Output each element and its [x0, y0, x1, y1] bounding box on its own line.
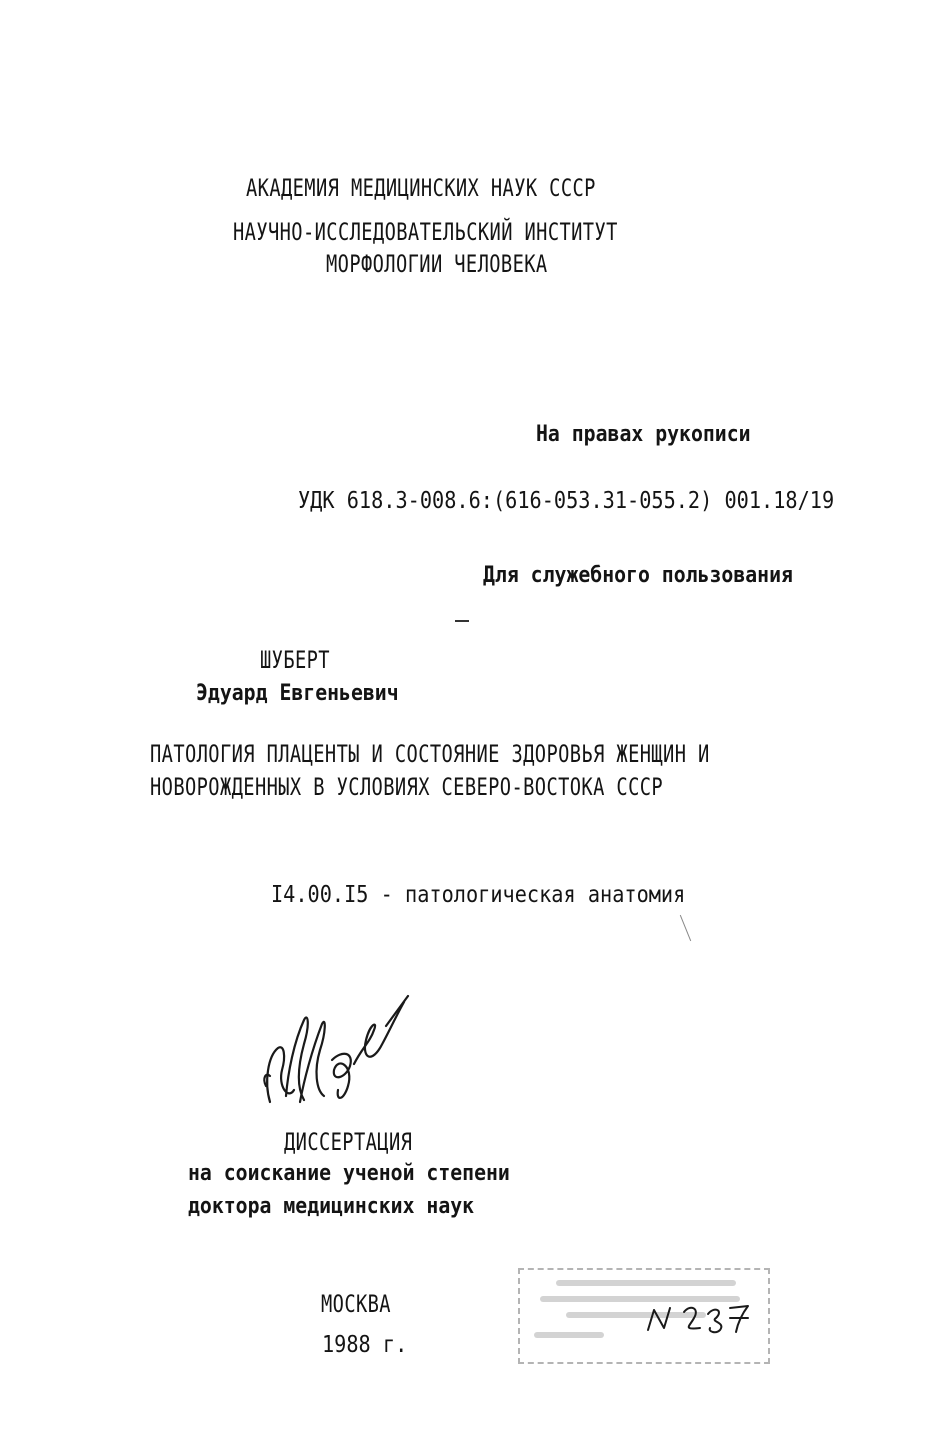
stamp-faded-line: [534, 1332, 604, 1338]
degree-line2: доктора медицинских наук: [188, 1194, 475, 1219]
udc-code: УДК 618.3-008.6:(616-053.31-055.2) 001.18/19: [298, 488, 835, 514]
author-surname: ШУБЕРТ: [260, 646, 330, 674]
stray-tick-mark: [680, 915, 691, 941]
handwritten-signature: [258, 990, 418, 1110]
dissertation-title-line1: ПАТОЛОГИЯ ПЛАЦЕНТЫ И СОСТОЯНИЕ ЗДОРОВЬЯ ЖЕНЩИН И: [150, 740, 710, 768]
place-of-publication: МОСКВА: [321, 1290, 391, 1318]
author-given-names: Эдуард Евгеньевич: [196, 681, 399, 706]
restricted-use-note: Для служебного пользования: [483, 563, 793, 588]
specialty-code: I4.00.I5 - патологическая анатомия: [271, 882, 686, 908]
degree-line1: на соискание ученой степени: [188, 1161, 510, 1186]
publication-year: 1988 г.: [322, 1332, 408, 1358]
library-stamp: [518, 1268, 770, 1364]
stray-dash-mark: [455, 620, 469, 622]
institution-institute: НАУЧНО-ИССЛЕДОВАТЕЛЬСКИЙ ИНСТИТУТ: [233, 218, 618, 246]
handwritten-inventory-number: [644, 1296, 754, 1336]
manuscript-rights-note: На правах рукописи: [536, 422, 751, 447]
dissertation-heading: ДИССЕРТАЦИЯ: [284, 1128, 413, 1156]
institution-academy: АКАДЕМИЯ МЕДИЦИНСКИХ НАУК СССР: [246, 174, 596, 202]
dissertation-title-line2: НОВОРОЖДЕННЫХ В УСЛОВИЯХ СЕВЕРО-ВОСТОКА СССР: [150, 773, 664, 801]
institution-department: МОРФОЛОГИИ ЧЕЛОВЕКА: [326, 250, 548, 278]
stamp-faded-line: [556, 1280, 736, 1286]
